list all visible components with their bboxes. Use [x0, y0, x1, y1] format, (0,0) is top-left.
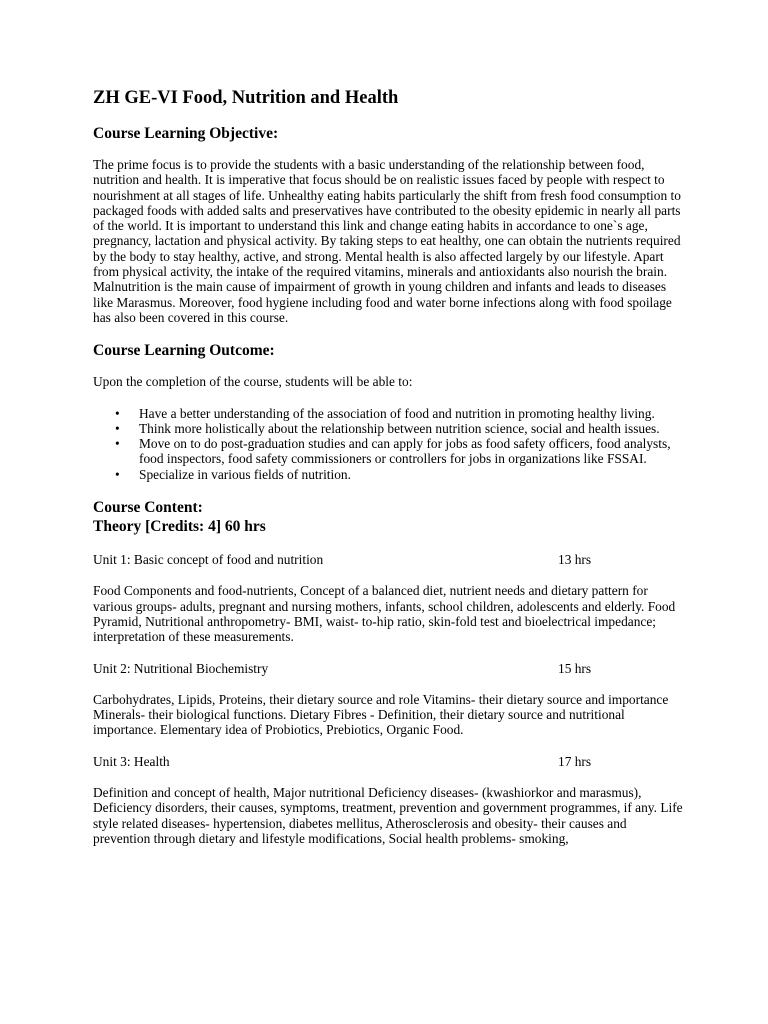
objective-heading: Course Learning Objective:	[93, 125, 279, 142]
list-item-text: Specialize in various fields of nutrition.	[139, 466, 351, 482]
bullet-icon: •	[115, 466, 120, 482]
unit-3-header	[93, 754, 683, 769]
unit-2-header	[93, 661, 683, 676]
unit-2-text: Carbohydrates, Lipids, Proteins, their dietary source and role Vitamins- their dietary source and importance Minerals- their biological functions. Dietary Fibres - Definition, their dietary source and nutritional importance. Elementary idea of Probiotics, Prebiotics, Organic Food.	[93, 691, 669, 738]
unit-title: Unit 1: Basic concept of food and nutrition	[93, 552, 324, 568]
list-item	[93, 421, 683, 436]
objective-paragraph: The prime focus is to provide the students with a basic understanding of the relationship between food, nutrition and health. It is imperative that focus should be on realistic issues faced by people with respect to nourishment at all stages of life. Unhealthy eating habits particularly the shift from fresh food consumption to packaged foods with added salts and preservatives have contributed to the obesity epidemic in nearly all parts of the world. It is important to understand this link and change eating habits in accordance to one`s age, pregnancy, lactation and physical activity. By taking steps to eat healthy, one can obtain the nutrients required by the body to stay healthy, active, and strong. Mental health is also affected largely by our lifestyle. Apart from physical activity, the intake of the required vitamins, minerals and antioxidants also nourish the brain. Malnutrition is the main cause of impairment of growth in young children and infants and leads to diseases like Marasmus. Moreover, food hygiene including food and water borne infections along with food spoilage has also been covered in this course.	[93, 157, 681, 325]
outcome-heading: Course Learning Outcome:	[93, 342, 275, 360]
document-title: ZH GE-VI Food, Nutrition and Health	[93, 88, 399, 108]
unit-3-text: Definition and concept of health, Major nutritional Deficiency diseases- (kwashiorkor and marasmus), Deficiency disorders, their causes, symptoms, treatment, prevention and government programmes, if any. Life style related diseases- hypertension, diabetes mellitus, Atherosclerosis and obesity- their causes and prevention through dietary and lifestyle modifications, Social health problems- smoking,	[93, 785, 683, 846]
outcome-intro: Upon the completion of the course, students will be able to:	[93, 374, 413, 390]
unit-hours: 17 hrs	[558, 753, 592, 769]
bullet-icon: •	[115, 420, 120, 436]
list-item-text: Think more holistically about the relationship between nutrition science, social and health issues.	[139, 420, 660, 436]
list-item-text: Have a better understanding of the association of food and nutrition in promoting healthy living.	[139, 405, 655, 421]
document-page	[93, 86, 683, 846]
unit-title: Unit 3: Health	[93, 753, 170, 769]
list-item-text: Move on to do post-graduation studies and can apply for jobs as food safety officers, food analysts, food inspectors, food safety commissioners or controllers for jobs in organizations like FSSAI.	[139, 436, 671, 467]
unit-1-header	[93, 552, 683, 567]
list-item	[93, 467, 683, 482]
unit-hours: 13 hrs	[558, 552, 592, 568]
unit-1-text: Food Components and food-nutrients, Concept of a balanced diet, nutrient needs and dietary pattern for various groups- adults, pregnant and nursing mothers, infants, school children, adolescents and elderly. Food Pyramid, Nutritional anthropometry- BMI, waist- to-hip ratio, skin-fold test and bioelectrical impedance; interpretation of these measurements.	[93, 583, 676, 645]
outcome-list	[93, 406, 683, 482]
unit-hours: 15 hrs	[558, 660, 592, 676]
unit-title: Unit 2: Nutritional Biochemistry	[93, 660, 269, 676]
list-item	[93, 436, 683, 467]
list-item	[93, 406, 683, 421]
bullet-icon: •	[115, 405, 120, 421]
content-heading: Course Content:	[93, 499, 203, 517]
bullet-icon: •	[115, 436, 120, 452]
content-subheading: Theory [Credits: 4] 60 hrs	[93, 517, 266, 535]
